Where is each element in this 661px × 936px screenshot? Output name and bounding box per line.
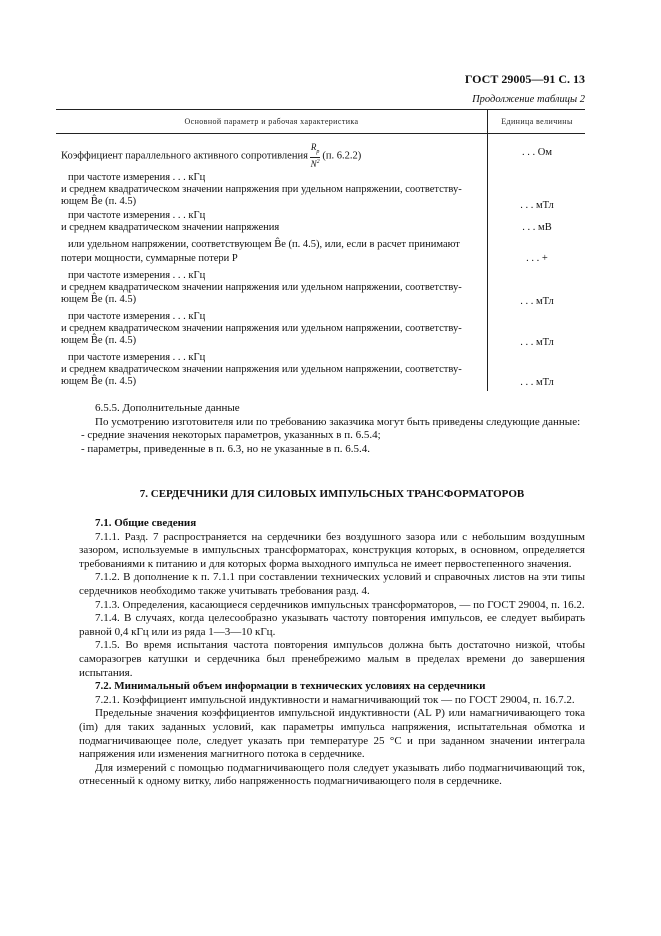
paragraph: 7.2.1. Коэффициент импульсной индуктивности и намагничивающий ток — по ГОСТ 29004, п. 16.7.2.	[95, 693, 575, 706]
table-row: и среднем квадратическом значении напряжения при удельном напряжении, соответству- ющем B̂e (п. 4.5)	[61, 184, 462, 207]
list-item: - параметры, приведенные в п. 6.3, но не указанные в п. 6.5.4.	[81, 442, 371, 455]
table-row: и среднем квадратическом значении напряжения	[61, 222, 280, 233]
paragraph: По усмотрению изготовителя или по требованию заказчика могут быть приведены следующие данные:	[95, 415, 581, 428]
table-row: и среднем квадратическом значении напряжения или удельном напряжении, соответству- ющем B̂e (п. 4.5)	[61, 364, 462, 387]
paragraph: 7.1.3. Определения, касающиеся сердечников импульсных трансформаторов, — по ГОСТ 29004, п. 16.2.	[95, 598, 585, 611]
parameter-table	[56, 109, 585, 391]
table-row: при частоте измерения . . . кГц	[68, 210, 206, 221]
list-item: - средние значения некоторых параметров, указанных в п. 6.5.4;	[81, 429, 381, 442]
paragraph: 7.1.5. Во время испытания частота повторения импульсов должна быть достаточно низкой, чтобы саморазогрев катушки и сердечника был пренебрежимо малым в пределах времени до завершения испытания.	[79, 639, 585, 679]
table-header-parameter: Основной параметр и рабочая характеристика	[184, 117, 359, 126]
section-7-heading: 7. СЕРДЕЧНИКИ ДЛЯ СИЛОВЫХ ИМПУЛЬСНЫХ ТРАНСФОРМАТОРОВ	[139, 488, 525, 500]
paragraph: 7.1.1. Разд. 7 распространяется на сердечники без воздушного зазора или с небольшим воздушным зазором, используемые в импульсных трансформаторах, конструкция которых, в основном, определяется требованиями к питанию и для которых форма выходного импульса не имеет первостепенного значения.	[79, 530, 585, 570]
table-unit-cell: . . . мТл	[520, 200, 554, 211]
section-7-body	[79, 517, 585, 789]
table-continuation-label: Продолжение таблицы 2	[472, 94, 585, 105]
paragraph: 7.1.4. В случаях, когда целесообразно указывать частоту повторения импульсов, ее следует выбирать равной 0,4 кГц или из ряда 1—3—10 кГц.	[79, 612, 585, 638]
table-top-rule	[56, 109, 585, 110]
subsection-title: 7.1. Общие сведения	[95, 517, 197, 529]
page-header: ГОСТ 29005—91 С. 13	[464, 72, 585, 86]
table-row: или удельном напряжении, соответствующем B̂e (п. 4.5), или, если в расчет принимают	[68, 239, 460, 250]
subsection-title: 7.2. Минимальный объем информации в технических условиях на сердечники	[95, 680, 486, 693]
paragraph: Для измерений с помощью подмагничивающего поля следует указывать либо подмагничивающий ток, отнесенный к одному витку, либо напряженность подмагничивающего поля в сердечнике.	[79, 761, 585, 788]
table-header-rule	[56, 133, 585, 134]
paragraph: Предельные значения коэффициентов импульсной индуктивности (AL P) или намагничивающего тока (im) для таких заданных условий, как параметры импульса напряжения, испытательная обмотка и подмагничивающее поле, следует указать при температуре 25 °С и при заданном значении интеграла напряжения или изменения магнитного потока в сердечнике.	[79, 707, 585, 761]
table-row: при частоте измерения . . . кГц	[68, 172, 206, 183]
section-6-5-5	[79, 402, 585, 456]
table-row: и среднем квадратическом значении напряжения или удельном напряжении, соответству- ющем B̂e (п. 4.5)	[61, 282, 462, 305]
table-row: при частоте измерения . . . кГц	[68, 311, 206, 322]
paragraph: 7.1.2. В дополнение к п. 7.1.1 при составлении технических условий и справочных листов на эти типы сердечников необходимо также учитывать требования разд. 4.	[79, 571, 585, 597]
table-unit-cell: . . . мВ	[522, 222, 552, 233]
table-row: и среднем квадратическом значении напряжения или удельном напряжении, соответству- ющем B̂e (п. 4.5)	[61, 323, 462, 346]
table-unit-cell: . . . мТл	[520, 377, 554, 388]
table-unit-cell: . . . мТл	[520, 296, 554, 307]
table-header-unit: Единица величины	[501, 117, 573, 126]
table-row: Коэффициент параллельного активного сопротивления $\frac{R_p}{N^2}$ (п. 6.2.2)	[61, 142, 362, 169]
table-row: при частоте измерения . . . кГц	[68, 270, 206, 281]
table-row: потери мощности, суммарные потери P	[61, 253, 238, 264]
section-title: 6.5.5. Дополнительные данные	[95, 402, 240, 414]
table-row: при частоте измерения . . . кГц	[68, 352, 206, 363]
table-unit-cell: . . . мТл	[520, 337, 554, 348]
table-unit-cell: . . . +	[526, 253, 548, 264]
resistance-ratio-fraction: $\frac{R_p}{N^2}$	[310, 142, 320, 169]
table-unit-cell: . . . Ом	[522, 147, 552, 158]
